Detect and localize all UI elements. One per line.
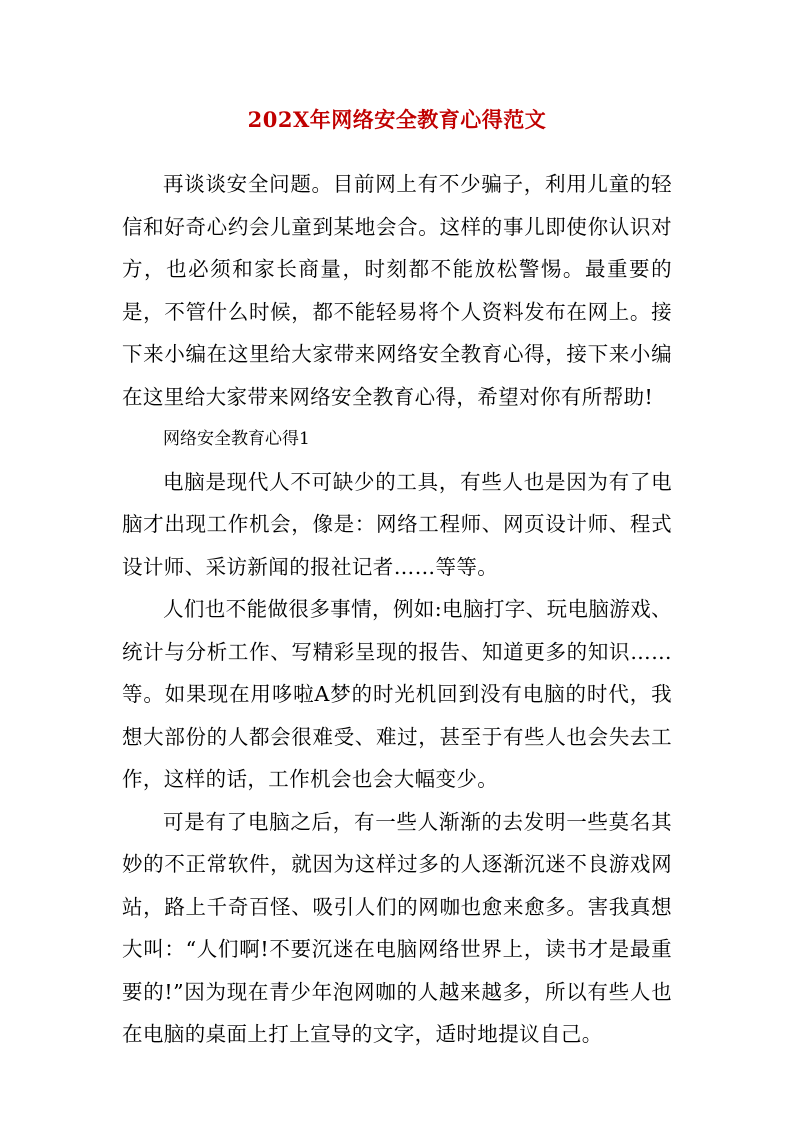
- section-heading: 网络安全教育心得1: [163, 429, 310, 449]
- intro-paragraph: 再谈谈安全问题。目前网上有不少骗子，利用儿童的轻信和好奇心约会儿童到某地会合。这样的事儿即使你认识对方，也必须和家长商量，时刻都不能放松警惕。最重要的是，不管什么时候，都不能轻易将个人资料发布在网上。接下来小编在这里给大家带来网络安全教育心得，接下来小编在这里给大家带来网络安全教育心得，希望对你有所帮助!: [122, 172, 672, 409]
- body-paragraph-2: 人们也不能做很多事情，例如:电脑打字、玩电脑游戏、统计与分析工作、写精彩呈现的报告、知道更多的知识……等。如果现在用哆啦A梦的时光机回到没有电脑的时代，我想大部份的人都会很难受、难过，甚至于有些人也会失去工作，这样的话，工作机会也会大幅变少。: [122, 597, 672, 791]
- document-title: 202X年网络安全教育心得范文: [247, 107, 547, 132]
- body-paragraph-3: 可是有了电脑之后，有一些人渐渐的去发明一些莫名其妙的不正常软件，就因为这样过多的人逐渐沉迷不良游戏网站，路上千奇百怪、吸引人们的网咖也愈来愈多。害我真想大叫：“人们啊!不要沉迷在电脑网络世界上，读书才是最重要的!”因为现在青少年泡网咖的人越来越多，所以有些人也在电脑的桌面上打上宣导的文字，适时地提议自己。: [122, 809, 672, 1046]
- body-paragraph-1: 电脑是现代人不可缺少的工具，有些人也是因为有了电脑才出现工作机会，像是：网络工程师、网页设计师、程式设计师、采访新闻的报社记者……等等。: [122, 469, 672, 579]
